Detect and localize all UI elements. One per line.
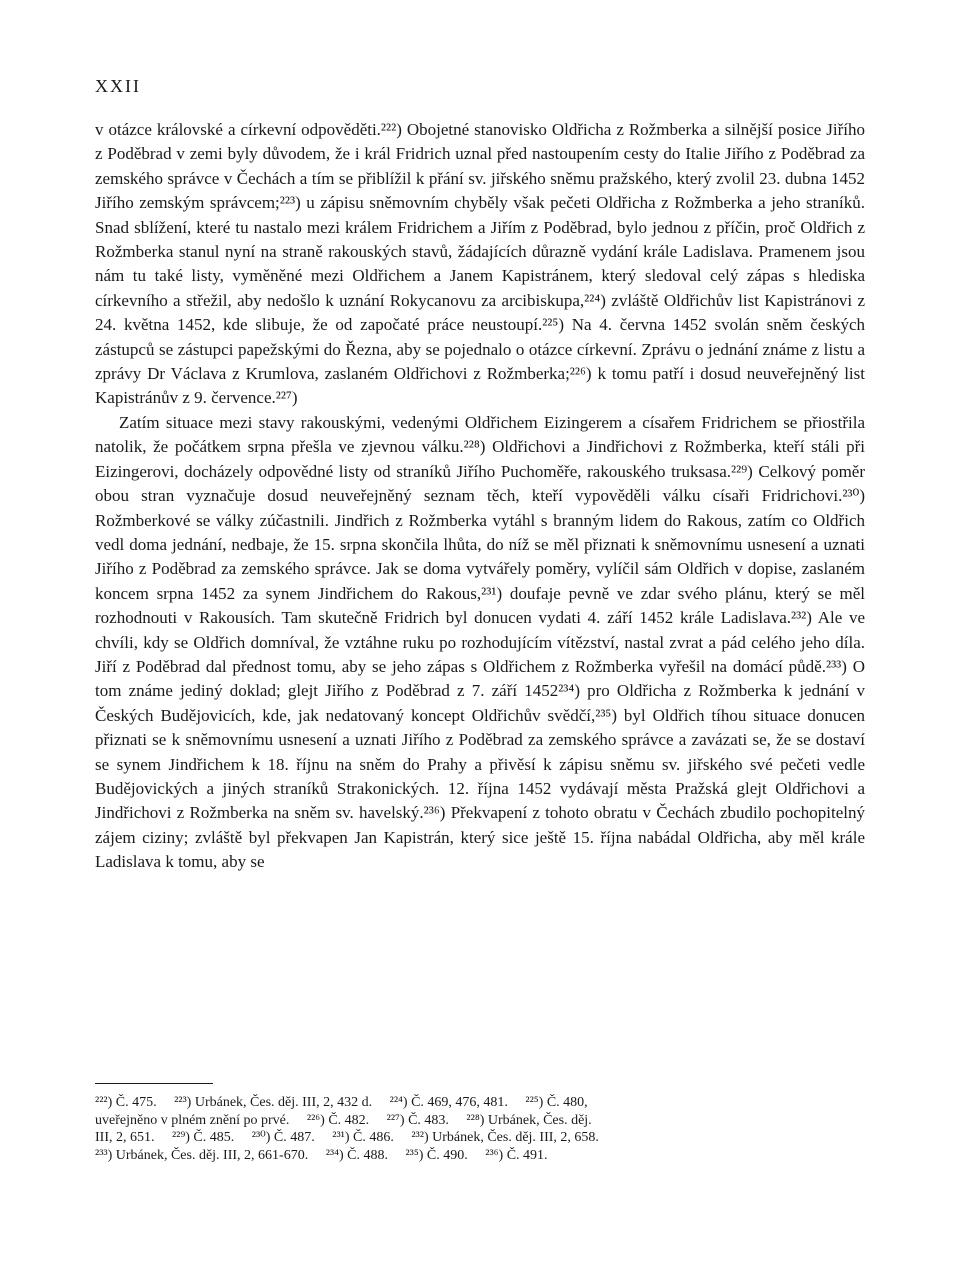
footnote-divider: [95, 1083, 213, 1084]
footnote-line-4: ²³³) Urbánek, Čes. děj. III, 2, 661-670. ²³⁴) Č. 488. ²³⁵) Č. 490. ²³⁶) Č. 491.: [95, 1147, 548, 1163]
page-number: XXII: [95, 76, 141, 96]
footnote-line-2: uveřejněno v plném znění po prvé. ²²⁶) Č. 482. ²²⁷) Č. 483. ²²⁸) Urbánek, Čes. děj.: [95, 1112, 592, 1128]
body-text: [95, 118, 865, 875]
footnote-line-3: III, 2, 651. ²²⁹) Č. 485. ²³⁰) Č. 487. ²³¹) Č. 486. ²³²) Urbánek, Čes. děj. III, 2, 658.: [95, 1130, 599, 1145]
footnote-line-1: ²²²) Č. 475. ²²³) Urbánek, Čes. děj. III, 2, 432 d. ²²⁴) Č. 469, 476, 481. ²²⁵) Č. 480,: [95, 1095, 588, 1110]
footnotes: [95, 1094, 865, 1164]
paragraph-1: v otázce královské a církevní odpověděti.²²²) Obojetné stanovisko Oldřicha z Rožmberka a silnější posice Jiřího z Poděbrad v zemi byly důvodem, že i král Fridrich uznal před nastoupením cesty do Italie Jiřího z Poděbrad za zemského správce v Čechách a tím se přiblížil k přání sv. jiřského sněmu pražského, který zvolil 23. dubna 1452 Jiřího zemským správcem;²²³) u zápisu sněmovním chyběly však pečeti Oldřicha z Rožmberka a jeho straníků. Snad sblížení, které tu nastalo mezi králem Fridrichem a Jiřím z Poděbrad, bylo jednou z příčin, proč Oldřich z Rožmberka stanul nyní na straně rakouských stavů, žádajících důrazně vydání krále Ladislava. Pramenem jsou nám tu také listy, vyměněné mezi Oldřichem a Janem Kapistránem, který sledoval celý zápas s hlediska církevního a střežil, aby nedošlo k uznání Rokycanovu za arcibiskupa,²²⁴) zvláště Oldřichův list Kapistránovi z 24. května 1452, kde slibuje, že od započaté práce neustoupí.²²⁵) Na 4. června 1452 svolán sněm českých zástupců se zástupci papežskými do Řezna, aby se pojednalo o otázce církevní. Zprávu o jednání známe z listu a zprávy Dr Václava z Krumlova, zaslaném Oldřichovi z Rožmberka;²²⁶) k tomu patří i dosud neuveřejněný list Kapistránův z 9. července.²²⁷): [95, 120, 865, 408]
paragraph-2: Zatím situace mezi stavy rakouskými, vedenými Oldřichem Eizingerem a císařem Fridrichem se přiostřila natolik, že počátkem srpna přešla ve zjevnou válku.²²⁸) Oldřichovi a Jindřichovi z Rožmberka, kteří stáli při Eizingerovi, docházely odpovědné listy od straníků Jiřího Puchoměře, rakouského truksasa.²²⁹) Celkový poměr obou stran vyznačuje dosud neuveřejněný seznam těch, kteří vypověděli válku císaři Fridrichovi.²³⁰) Rožmberkové se války zúčastnili. Jindřich z Rožmberka vytáhl s branným lidem do Rakous, zatím co Oldřich vedl doma jednání, nedbaje, že 15. srpna skončila lhůta, do níž se měl přiznati k sněmovnímu usnesení a uznati Jiřího z Poděbrad za zemského správce. Jak se doma vytvářely poměry, vylíčil sám Oldřich v dopise, zaslaném koncem srpna 1452 za synem Jindřichem do Rakous,²³¹) doufaje pevně ve zdar svého plánu, který se měl rozhodnouti v Rakousích. Tam skutečně Fridrich byl donucen vydati 4. září 1452 krále Ladislava.²³²) Ale ve chvíli, kdy se Oldřich domníval, že vztáhne ruku po rozhodujícím vítězství, nastal zvrat a pád celého jeho díla. Jiří z Poděbrad dal přednost tomu, aby se jeho zápas s Oldřichem z Rožmberka vyřešil na domácí půdě.²³³) O tom známe jediný doklad; glejt Jiřího z Poděbrad z 7. září 1452²³⁴) pro Oldřicha z Rožmberka k jednání v Českých Budějovicích, kde, jak nedatovaný koncept Oldřichův svědčí,²³⁵) byl Oldřich tíhou situace donucen přiznati se k sněmovnímu usnesení a uznati Jiřího z Poděbrad za zemského správce a zavázati se, že se dostaví se synem Jindřichem k 18. říjnu na sněm do Prahy a přivěsí k zápisu sněmu sv. jiřského své pečeti vedle Budějovických a jiných straníků Strakonických. 12. října 1452 vydávají města Pražská glejt Oldřichovi a Jindřichovi z Rožmberka na sněm sv. havelský.²³⁶) Překvapení z tohoto obratu v Čechách zbudilo pochopitelný zájem ciziny; zvláště byl překvapen Jan Kapistrán, který sice ještě 15. října nabádal Oldřicha, aby měl krále Ladislava k tomu, aby se: [95, 412, 865, 872]
